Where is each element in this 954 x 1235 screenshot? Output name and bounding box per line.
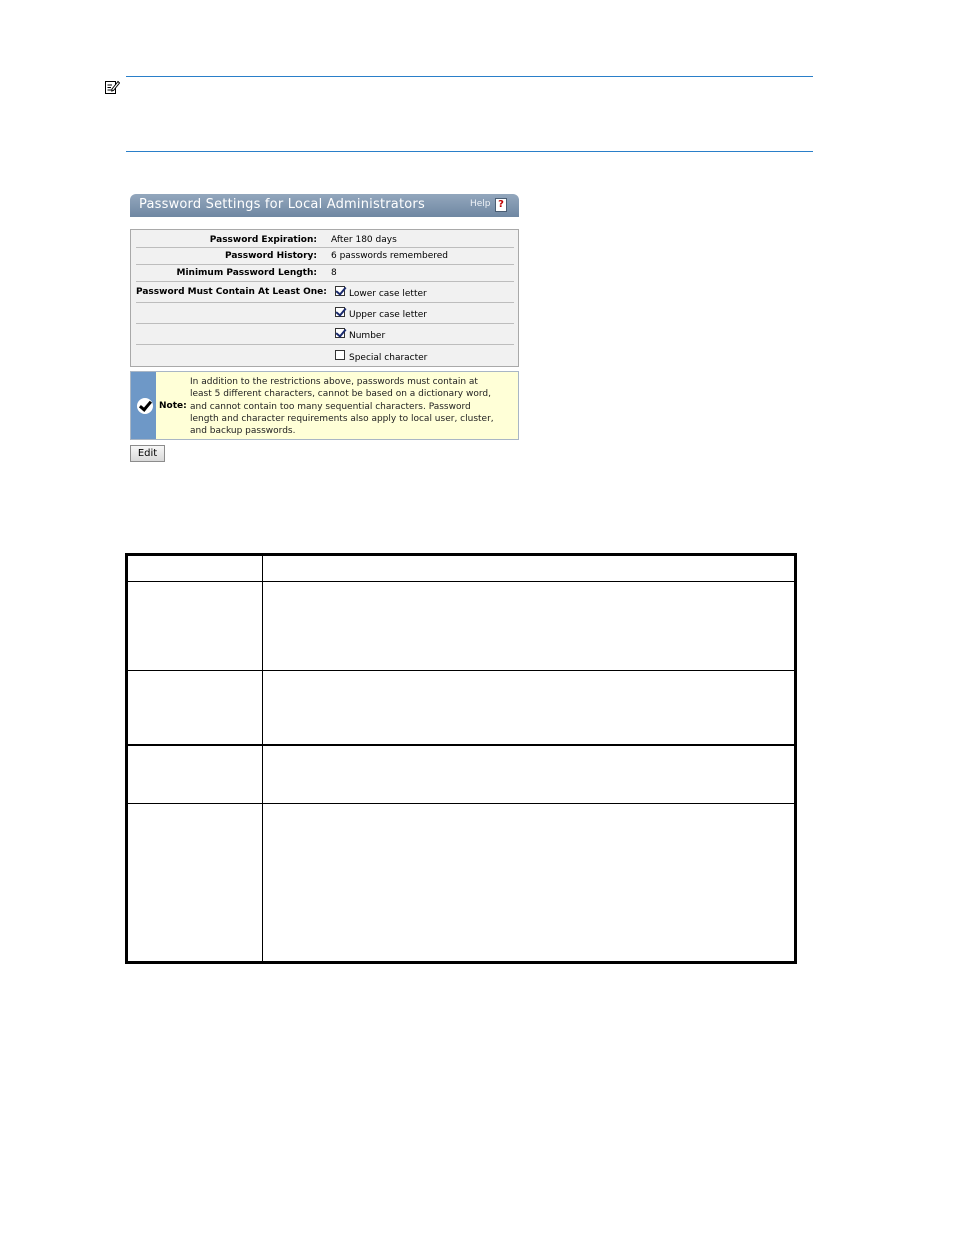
setting-value: After 180 days [331, 235, 397, 245]
setting-label: Password History: [224, 251, 317, 261]
number-label: Number [349, 331, 386, 341]
note-bottom-rule [126, 151, 813, 152]
column-divider [262, 556, 263, 961]
note-line: length and character requirements also apply to local user, cluster, [190, 413, 494, 424]
empty-table [125, 553, 797, 964]
special-label: Special character [349, 353, 428, 363]
checkmark-icon [137, 398, 153, 414]
note-pencil-icon [104, 79, 120, 95]
settings-row-history [136, 248, 514, 265]
row-divider [128, 803, 794, 804]
lowercase-checkbox[interactable] [335, 286, 345, 296]
note-box [130, 371, 519, 440]
settings-table [130, 229, 519, 367]
panel-header [130, 194, 519, 217]
settings-row-min-length [136, 265, 514, 282]
settings-row-expiration [136, 233, 514, 248]
note-label: Note: [159, 401, 187, 411]
note-stripe [131, 372, 156, 439]
setting-value: 6 passwords remembered [331, 251, 448, 261]
uppercase-label: Upper case letter [349, 310, 427, 320]
note-top-rule [126, 76, 813, 77]
edit-button[interactable]: Edit [130, 445, 165, 462]
note-line: and cannot contain too many sequential characters. Password [190, 401, 471, 412]
uppercase-checkbox[interactable] [335, 307, 345, 317]
settings-row-lowercase [136, 282, 514, 303]
row-divider [128, 744, 794, 746]
settings-row-number [136, 324, 514, 345]
lowercase-label: Lower case letter [349, 289, 427, 299]
number-checkbox[interactable] [335, 328, 345, 338]
help-icon[interactable]: ? [495, 198, 507, 212]
special-checkbox[interactable] [335, 350, 345, 360]
panel-title: Password Settings for Local Administrators [139, 197, 425, 212]
note-line: In addition to the restrictions above, passwords must contain at [190, 377, 478, 387]
contain-label: Password Must Contain At Least One: [136, 287, 327, 297]
settings-row-uppercase [136, 303, 514, 324]
note-line: and backup passwords. [190, 426, 296, 437]
row-divider [128, 581, 794, 582]
note-text [190, 376, 515, 437]
row-divider [128, 670, 794, 671]
note-line: least 5 different characters, cannot be based on a dictionary word, [190, 389, 491, 400]
settings-row-special [136, 345, 514, 365]
help-link[interactable]: Help [470, 199, 491, 209]
setting-label: Minimum Password Length: [176, 268, 317, 278]
setting-label: Password Expiration: [209, 235, 317, 245]
setting-value: 8 [331, 268, 337, 278]
